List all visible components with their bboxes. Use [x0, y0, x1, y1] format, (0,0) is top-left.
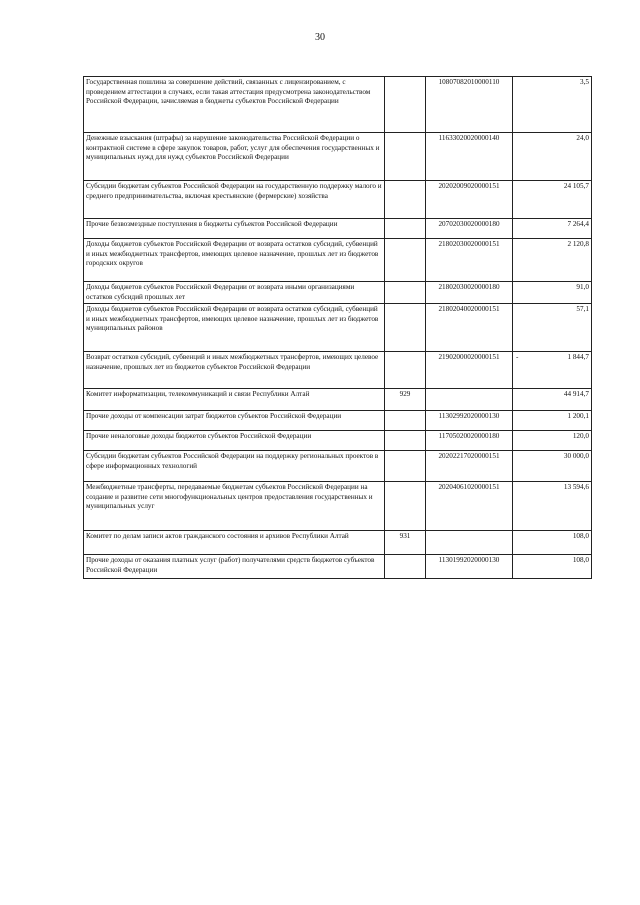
- row-budget-code-cell: 21802030020000151: [426, 239, 513, 282]
- row-admin-code-cell: [385, 352, 426, 389]
- row-sum-cell: [513, 555, 592, 579]
- row-admin-code-cell: [385, 219, 426, 239]
- row-sum-value: 13 594,6: [563, 483, 589, 491]
- table-row: [84, 431, 592, 451]
- row-sum-cell: [513, 133, 592, 181]
- row-sum-cell: [513, 451, 592, 482]
- row-sum-cell: [513, 304, 592, 352]
- table-row: [84, 77, 592, 133]
- row-sum-value: 7 264,4: [567, 220, 589, 228]
- row-sum-cell: [513, 239, 592, 282]
- row-admin-code-cell: [385, 239, 426, 282]
- row-budget-code-cell: 20202009020000151: [426, 181, 513, 219]
- row-admin-code-cell: [385, 77, 426, 133]
- row-name-cell: Прочие доходы от оказания платных услуг (работ) получателями средств бюджетов субъектов Российской Федерации: [84, 555, 385, 579]
- row-budget-code-cell: 11705020020000180: [426, 431, 513, 451]
- row-admin-code-cell: 931: [385, 531, 426, 555]
- row-sum-value: 91,0: [576, 283, 589, 291]
- row-budget-code-cell: 20204061020000151: [426, 482, 513, 531]
- row-sum-cell: [513, 531, 592, 555]
- table-row: [84, 531, 592, 555]
- row-sum-cell: [513, 411, 592, 431]
- row-name-cell: Прочие доходы от компенсации затрат бюджетов субъектов Российской Федерации: [84, 411, 385, 431]
- row-sum-value: 2 120,8: [567, 240, 589, 248]
- row-budget-code-cell: 20202217020000151: [426, 451, 513, 482]
- row-name-cell: Прочие неналоговые доходы бюджетов субъектов Российской Федерации: [84, 431, 385, 451]
- row-admin-code-cell: [385, 181, 426, 219]
- row-sum-sign: -: [516, 353, 519, 361]
- row-sum-value: 108,0: [572, 532, 589, 540]
- table-row: [84, 555, 592, 579]
- row-admin-code-cell: [385, 482, 426, 531]
- table-row: [84, 239, 592, 282]
- row-budget-code-cell: [426, 389, 513, 411]
- row-sum-cell: [513, 282, 592, 304]
- row-admin-code-cell: [385, 282, 426, 304]
- row-name-cell: Комитет информатизации, телекоммуникаций и связи Республики Алтай: [84, 389, 385, 411]
- row-sum-value: 120,0: [572, 432, 589, 440]
- row-budget-code-cell: 11302992020000130: [426, 411, 513, 431]
- row-sum-value: 24 105,7: [563, 182, 589, 190]
- row-admin-code-cell: [385, 555, 426, 579]
- row-admin-code-cell: [385, 133, 426, 181]
- row-sum-value: 108,0: [572, 556, 589, 564]
- row-admin-code-cell: [385, 304, 426, 352]
- table-row: [84, 411, 592, 431]
- row-sum-value: 3,5: [580, 78, 589, 86]
- row-sum-value: 24,0: [576, 134, 589, 142]
- row-admin-code-cell: [385, 411, 426, 431]
- row-budget-code-cell: 11301992020000130: [426, 555, 513, 579]
- row-name-cell: Субсидии бюджетам субъектов Российской Федерации на государственную поддержку малого и среднего предпринимательства, включая крестьянские (фермерские) хозяйства: [84, 181, 385, 219]
- row-budget-code-cell: 20702030020000180: [426, 219, 513, 239]
- row-sum-cell: [513, 352, 592, 389]
- row-name-cell: Доходы бюджетов субъектов Российской Федерации от возврата остатков субсидий, субвенций и иных межбюджетных трансфертов, имеющих целевое назначение, прошлых лет из бюджетов городских округов: [84, 239, 385, 282]
- row-sum-cell: [513, 77, 592, 133]
- row-sum-value: 57,1: [576, 305, 589, 313]
- table-row: [84, 482, 592, 531]
- row-name-cell: Государственная пошлина за совершение действий, связанных с лицензированием, с проведением аттестации в случаях, если такая аттестация предусмотрена законодательством Российской Федерации, зачисляемая в бюджеты субъектов Российской Федерации: [84, 77, 385, 133]
- row-name-cell: Доходы бюджетов субъектов Российской Федерации от возврата остатков субсидий, субвенций и иных межбюджетных трансфертов, имеющих целевое назначение, прошлых лет из бюджетов муниципальных районов: [84, 304, 385, 352]
- row-sum-value: 44 914,7: [563, 390, 589, 398]
- row-name-cell: Комитет по делам записи актов гражданского состояния и архивов Республики Алтай: [84, 531, 385, 555]
- table-row: [84, 352, 592, 389]
- row-name-cell: Межбюджетные трансферты, передаваемые бюджетам субъектов Российской Федерации на создание и развитие сети многофункциональных центров предоставления государственных и муниципальных услуг: [84, 482, 385, 531]
- table-row: [84, 304, 592, 352]
- table-row: [84, 181, 592, 219]
- row-budget-code-cell: 21802040020000151: [426, 304, 513, 352]
- row-admin-code-cell: [385, 451, 426, 482]
- page-number: 30: [315, 32, 325, 43]
- row-budget-code-cell: 11633020020000140: [426, 133, 513, 181]
- row-sum-cell: [513, 181, 592, 219]
- row-name-cell: Субсидии бюджетам субъектов Российской Федерации на поддержку региональных проектов в сфере информационных технологий: [84, 451, 385, 482]
- row-budget-code-cell: 10807082010000110: [426, 77, 513, 133]
- row-budget-code-cell: 21902000020000151: [426, 352, 513, 389]
- row-name-cell: Денежные взыскания (штрафы) за нарушение законодательства Российской Федерации о контрактной системе в сфере закупок товаров, работ, услуг для обеспечения государственных и муниципальных нужд для нужд субъектов Российской Федерации: [84, 133, 385, 181]
- row-budget-code-cell: [426, 531, 513, 555]
- row-sum-cell: [513, 389, 592, 411]
- row-sum-value: 30 000,0: [563, 452, 589, 460]
- row-sum-cell: [513, 482, 592, 531]
- row-name-cell: Прочие безвозмездные поступления в бюджеты субъектов Российской Федерации: [84, 219, 385, 239]
- table-row: [84, 389, 592, 411]
- row-admin-code-cell: 929: [385, 389, 426, 411]
- row-name-cell: Возврат остатков субсидий, субвенций и иных межбюджетных трансфертов, имеющих целевое назначение, прошлых лет из бюджетов субъектов Российской Федерации: [84, 352, 385, 389]
- row-sum-cell: [513, 219, 592, 239]
- table-row: [84, 282, 592, 304]
- row-sum-value: 1 200,1: [567, 412, 589, 420]
- row-sum-value: 1 844,7: [567, 353, 589, 361]
- row-sum-cell: [513, 431, 592, 451]
- table-row: [84, 451, 592, 482]
- revenue-table: [83, 76, 592, 579]
- table-row: [84, 219, 592, 239]
- row-admin-code-cell: [385, 431, 426, 451]
- row-name-cell: Доходы бюджетов субъектов Российской Федерации от возврата иными организациями остатков субсидий прошлых лет: [84, 282, 385, 304]
- row-budget-code-cell: 21802030020000180: [426, 282, 513, 304]
- table-row: [84, 133, 592, 181]
